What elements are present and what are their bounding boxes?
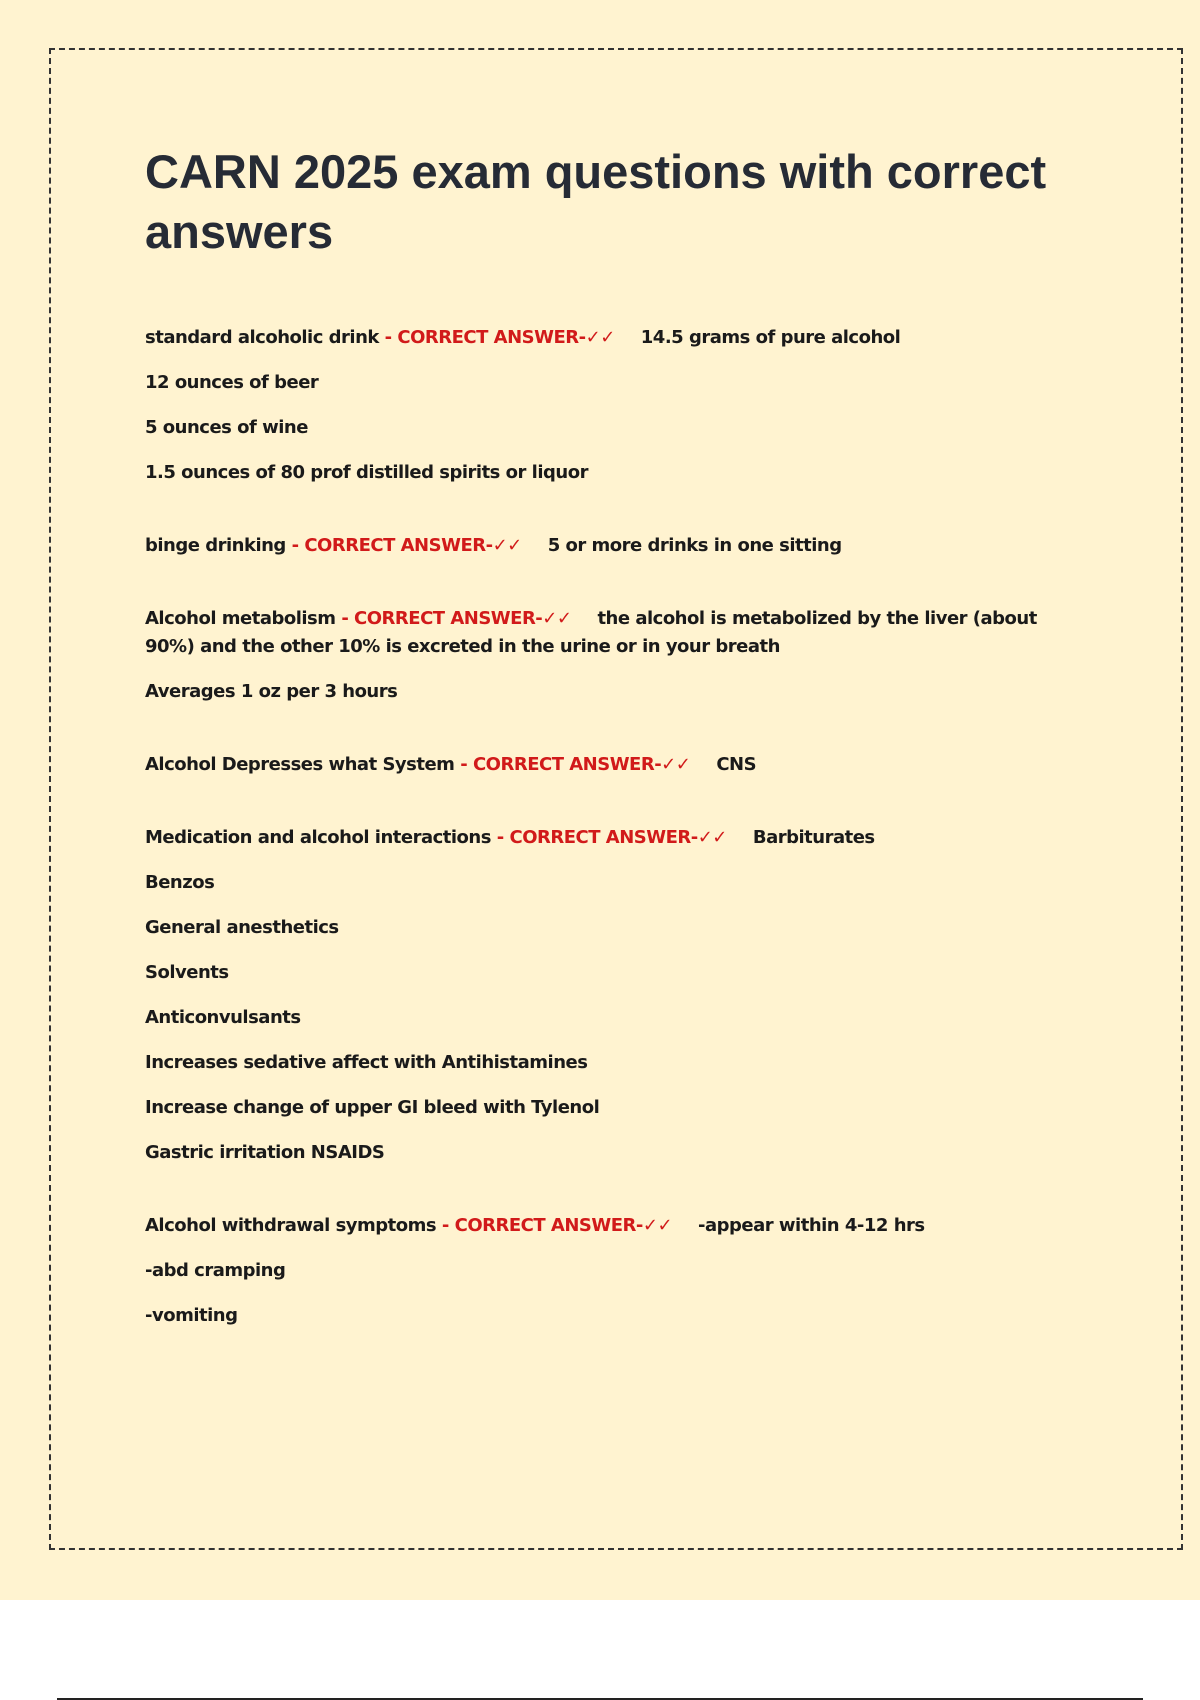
- qa-item: [145, 324, 1085, 487]
- qa-line: [145, 751, 1085, 779]
- qa-list: [145, 324, 1085, 1375]
- answer-detail: Averages 1 oz per 3 hours: [145, 681, 398, 702]
- answer-detail: -abd cramping: [145, 1260, 286, 1281]
- question-text: binge drinking: [145, 535, 286, 556]
- answer-detail: Solvents: [145, 962, 229, 983]
- answer-text: -appear within 4-12 hrs: [698, 1215, 925, 1236]
- question-text: Alcohol metabolism: [145, 608, 336, 629]
- answer-text: Barbiturates: [752, 827, 875, 848]
- question-text: Alcohol withdrawal symptoms: [145, 1215, 437, 1236]
- document-title: CARN 2025 exam questions with correct answers: [145, 145, 1047, 258]
- qa-item: [145, 605, 1085, 706]
- question-text: standard alcoholic drink: [145, 327, 379, 348]
- qa-item: [145, 532, 1085, 560]
- answer-text: 5 or more drinks in one sitting: [547, 535, 842, 556]
- answer-detail: Gastric irritation NSAIDS: [145, 1142, 385, 1163]
- answer-detail: Increase change of upper GI bleed with Tylenol: [145, 1097, 600, 1118]
- correct-answer-marker: - CORRECT ANSWER-✓✓: [460, 754, 691, 775]
- qa-line: [145, 532, 1085, 560]
- answer-text: CNS: [716, 754, 757, 775]
- correct-answer-marker: - CORRECT ANSWER-✓✓: [341, 608, 572, 629]
- answer-detail: 1.5 ounces of 80 prof distilled spirits or liquor: [145, 462, 588, 483]
- qa-item: [145, 1212, 1085, 1330]
- correct-answer-marker: - CORRECT ANSWER-✓✓: [496, 827, 727, 848]
- answer-detail: General anesthetics: [145, 917, 339, 938]
- answer-detail: Increases sedative affect with Antihistamines: [145, 1052, 588, 1073]
- qa-item: [145, 751, 1085, 779]
- answer-text: the alcohol is metabolized by the liver (about 90%) and the other 10% is excreted in the urine or in your breath: [145, 608, 1037, 657]
- answer-detail: 5 ounces of wine: [145, 417, 308, 438]
- qa-line: [145, 605, 1085, 661]
- answer-text: 14.5 grams of pure alcohol: [640, 327, 901, 348]
- correct-answer-marker: - CORRECT ANSWER-✓✓: [384, 327, 615, 348]
- correct-answer-marker: - CORRECT ANSWER-✓✓: [441, 1215, 673, 1236]
- qa-line: [145, 1212, 1085, 1240]
- correct-answer-marker: - CORRECT ANSWER-✓✓: [291, 535, 522, 556]
- qa-line: [145, 824, 1085, 852]
- qa-item: [145, 824, 1085, 1167]
- answer-detail: 12 ounces of beer: [145, 372, 319, 393]
- answer-detail: Anticonvulsants: [145, 1007, 301, 1028]
- answer-detail: -vomiting: [145, 1305, 238, 1326]
- question-text: Medication and alcohol interactions: [145, 827, 491, 848]
- answer-detail: Benzos: [145, 872, 215, 893]
- qa-line: [145, 324, 1085, 352]
- question-text: Alcohol Depresses what System: [145, 754, 455, 775]
